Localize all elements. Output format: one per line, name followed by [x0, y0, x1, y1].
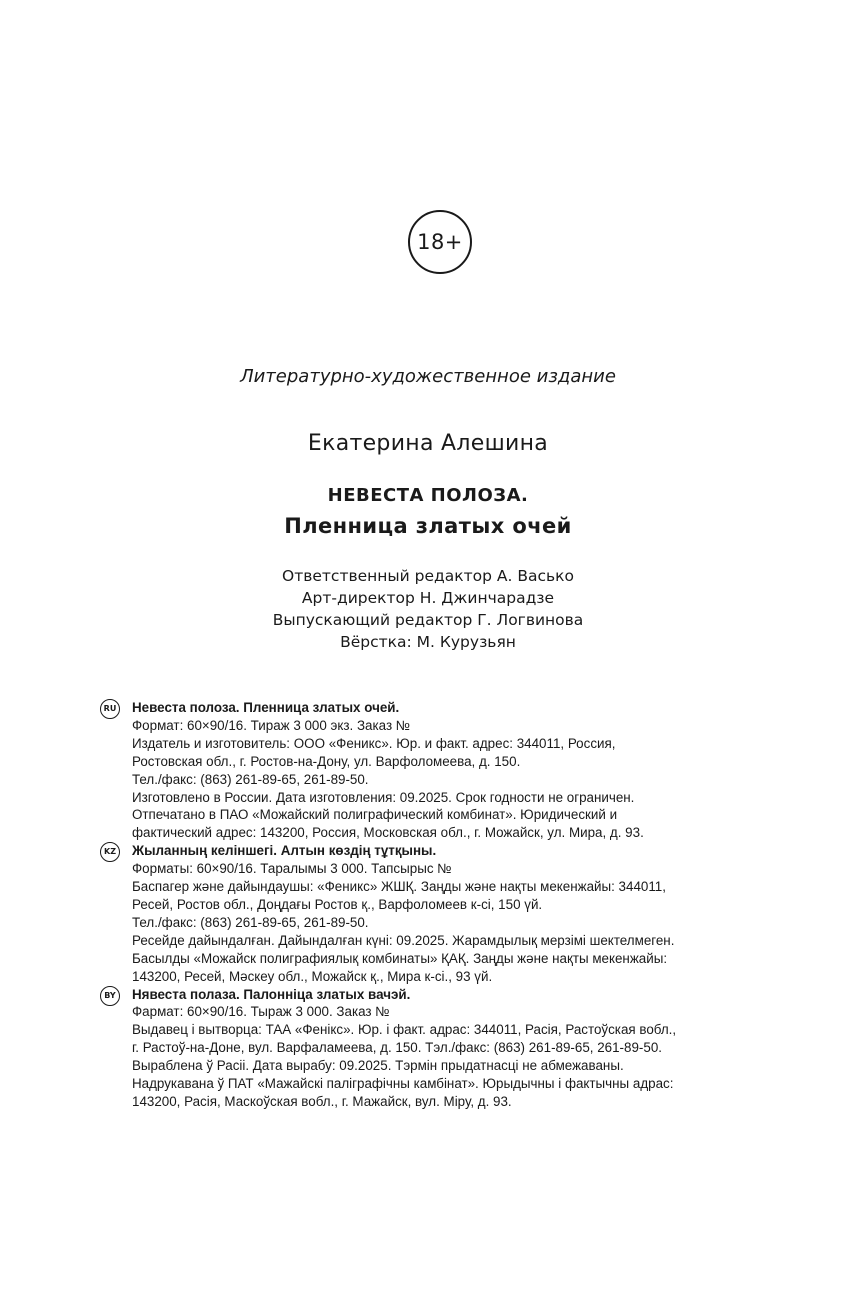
legal-block-title: Нявеста полаза. Палонніца златых вачэй.	[132, 986, 411, 1002]
author-name: Екатерина Алешина	[307, 431, 549, 456]
language-badge-by: BY	[100, 986, 120, 1006]
legal-block-title: Невеста полоза. Пленница златых очей.	[132, 700, 400, 715]
book-title-main: НЕВЕСТА ПОЛОЗА.	[327, 485, 529, 506]
age-rating-text: 18+	[417, 230, 463, 254]
legal-line: Фармат: 60×90/16. Тыраж 3 000. Заказ №	[132, 1004, 390, 1020]
legal-line: Форматы: 60×90/16. Таралымы 3 000. Тапсырыс №	[132, 861, 452, 877]
legal-line: Баспагер және дайындаушы: «Феникс» ЖШҚ. Заңды және нақты мекенжайы: 344011,	[132, 879, 666, 895]
legal-line: 143200, Расія, Маскоўская вобл., г. Мажайск, вул. Міру, д. 93.	[132, 1093, 512, 1109]
credit-line: Вёрстка: М. Курузьян	[340, 633, 516, 651]
legal-block-by	[100, 986, 790, 1111]
legal-line: Басылды «Можайск полиграфиялық комбинаты» ҚАҚ. Заңды және нақты мекенжайы:	[132, 950, 668, 966]
legal-line: фактический адрес: 143200, Россия, Московская обл., г. Можайск, ул. Мира, д. 93.	[132, 825, 644, 841]
language-badge-kz: KZ	[100, 842, 120, 862]
credits-block	[0, 565, 856, 653]
legal-line: Выдавец і вытворца: ТАА «Фенікс». Юр. і факт. адрас: 344011, Расія, Растоўская вобл.,	[132, 1022, 677, 1038]
legal-line: Ростовская обл., г. Ростов-на-Дону, ул. Варфоломеева, д. 150.	[132, 753, 521, 769]
legal-line: 143200, Ресей, Мәскеу обл., Можайск қ., Мира к-сі., 93 үй.	[132, 968, 493, 984]
legal-line: Ресей, Ростов обл., Доңдағы Ростов қ., Варфоломеев к-сі, 150 үй.	[132, 896, 543, 912]
legal-block-title: Жыланның келіншегі. Алтын көздің тұтқыны.	[132, 843, 437, 859]
legal-line: Издатель и изготовитель: ООО «Феникс». Юр. и факт. адрес: 344011, Россия,	[132, 735, 616, 751]
legal-line: Ресейде дайындалған. Дайындалған күні: 09.2025. Жарамдылық мерзімі шектелмеген.	[132, 932, 675, 948]
age-rating-badge	[408, 210, 472, 274]
genre-label: Литературно-художественное издание	[240, 366, 616, 387]
legal-line: Отпечатано в ПАО «Можайский полиграфический комбинат». Юридический и	[132, 807, 618, 823]
legal-line: Формат: 60×90/16. Тираж 3 000 экз. Заказ №	[132, 717, 411, 733]
legal-line: Тел./факс: (863) 261-89-65, 261-89-50.	[132, 771, 369, 787]
legal-line: Тел./факс: (863) 261-89-65, 261-89-50.	[132, 914, 369, 930]
legal-line: г. Растоў-на-Доне, вул. Варфаламеева, д. 150. Тэл./факс: (863) 261-89-65, 261-89-50.	[132, 1040, 662, 1056]
legal-block-ru	[100, 699, 790, 842]
book-title-subtitle: Пленница златых очей	[284, 514, 572, 538]
legal-info	[100, 699, 790, 1111]
language-badge-ru: RU	[100, 699, 120, 719]
legal-line: Надрукавана ў ПАТ «Мажайскі паліграфічны камбінат». Юрыдычны і фактычны адрас:	[132, 1076, 674, 1092]
credit-line: Выпускающий редактор Г. Логвинова	[272, 611, 584, 629]
legal-block-kz	[100, 842, 790, 985]
credit-line: Арт-директор Н. Джинчарадзе	[301, 589, 555, 607]
credit-line: Ответственный редактор А. Васько	[282, 567, 574, 585]
legal-line: Изготовлено в России. Дата изготовления: 09.2025. Срок годности не ограничен.	[132, 789, 635, 805]
legal-line: Выраблена ў Расіі. Дата вырабу: 09.2025. Тэрмін прыдатнасці не абмежаваны.	[132, 1058, 624, 1074]
